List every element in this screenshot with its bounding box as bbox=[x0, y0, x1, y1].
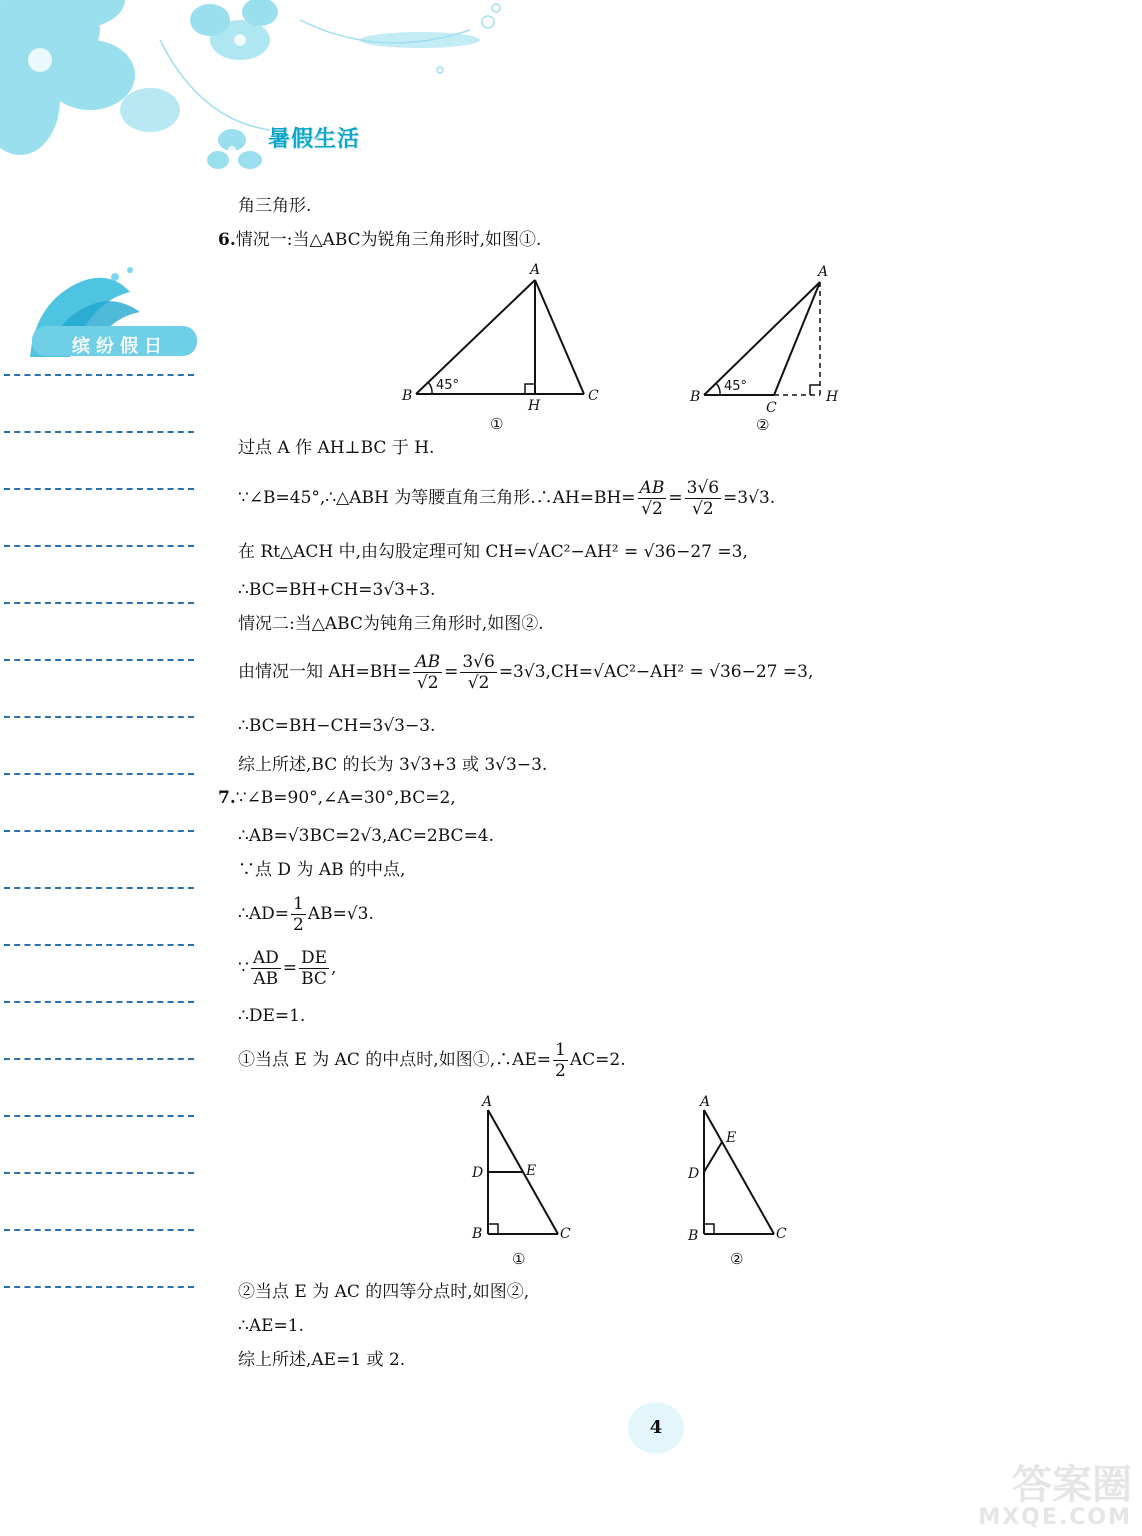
equation-line bbox=[238, 946, 336, 990]
label-B: B bbox=[688, 1228, 699, 1244]
figure-caption: ② bbox=[756, 416, 770, 434]
text-line: 角三角形. bbox=[238, 196, 312, 216]
label-C: C bbox=[588, 388, 599, 404]
note-line bbox=[4, 1001, 194, 1003]
note-line bbox=[4, 887, 194, 889]
text-line: ∴AB=√3BC=2√3,AC=2BC=4. bbox=[238, 826, 495, 846]
fraction: $\frac{3√6}{√2}$ bbox=[686, 478, 720, 519]
note-line bbox=[4, 545, 194, 547]
label-A: A bbox=[530, 262, 541, 278]
equation-line bbox=[238, 650, 813, 694]
text-line: ∴AE=1. bbox=[238, 1316, 304, 1336]
text-line: 情况一:当△ABC为锐角三角形时,如图①. bbox=[235, 230, 542, 250]
note-line bbox=[4, 431, 194, 433]
figure-caption: ① bbox=[490, 415, 504, 432]
note-line bbox=[4, 716, 194, 718]
label-B: B bbox=[472, 1226, 483, 1242]
label-E: E bbox=[726, 1130, 737, 1146]
equation-line bbox=[238, 892, 374, 936]
note-line bbox=[4, 1229, 194, 1231]
text-line: ∵∠B=90°,∠A=30°,BC=2, bbox=[235, 788, 456, 808]
text-segment: =3√3,CH=√AC²−AH² = √36−27 =3, bbox=[498, 662, 814, 682]
note-line bbox=[4, 488, 194, 490]
figure-caption: ① bbox=[512, 1250, 526, 1268]
label-B: B bbox=[690, 389, 701, 405]
equation-line bbox=[238, 1038, 626, 1082]
note-line bbox=[4, 1115, 194, 1117]
text-segment: ∵ bbox=[238, 958, 249, 978]
note-line bbox=[4, 1286, 194, 1288]
figure-7-2 bbox=[684, 1092, 804, 1270]
text-segment: = bbox=[444, 662, 459, 682]
note-line bbox=[4, 659, 194, 661]
fraction: $\frac{3√6}{√2}$ bbox=[462, 652, 495, 693]
text-line: ∴DE=1. bbox=[238, 1006, 306, 1026]
text-segment: =3√3. bbox=[723, 488, 776, 508]
fraction: $\frac{AD}{AB}$ bbox=[252, 948, 279, 989]
label-C: C bbox=[776, 1226, 787, 1242]
angle-label: 45° bbox=[724, 379, 748, 394]
fraction: $\frac{AB}{√2}$ bbox=[639, 478, 665, 519]
text-line: ∵点 D 为 AB 的中点, bbox=[238, 860, 406, 880]
label-C: C bbox=[766, 400, 777, 416]
fraction: $\frac{AB}{√2}$ bbox=[415, 652, 441, 693]
note-line bbox=[4, 830, 194, 832]
note-line bbox=[4, 1058, 194, 1060]
watermark-top: 答案圈 bbox=[1012, 1462, 1132, 1508]
watermark bbox=[978, 1464, 1132, 1530]
problem-number: 6. bbox=[218, 230, 236, 250]
text-segment: , bbox=[331, 958, 337, 978]
figure-6-1 bbox=[398, 262, 608, 432]
label-H: H bbox=[826, 389, 839, 405]
note-line bbox=[4, 602, 194, 604]
angle-label: 45° bbox=[436, 378, 460, 393]
note-line bbox=[4, 374, 194, 376]
label-B: B bbox=[402, 388, 413, 404]
note-line bbox=[4, 773, 194, 775]
label-D: D bbox=[688, 1166, 700, 1182]
label-H: H bbox=[528, 398, 541, 414]
label-A: A bbox=[482, 1094, 493, 1110]
label-C: C bbox=[560, 1226, 571, 1242]
text-line: 综上所述,AE=1 或 2. bbox=[238, 1350, 406, 1370]
equation-line bbox=[238, 476, 775, 520]
problem-6 bbox=[218, 228, 541, 252]
text-segment: = bbox=[282, 958, 297, 978]
figure-7-1 bbox=[466, 1092, 586, 1270]
label-D: D bbox=[472, 1165, 484, 1181]
text-segment: ∵∠B=45°,∴△ABH 为等腰直角三角形.∴AH=BH= bbox=[238, 488, 636, 508]
text-line: ∴BC=BH+CH=3√3+3. bbox=[238, 580, 436, 600]
text-segment: 由情况一知 AH=BH= bbox=[238, 662, 412, 682]
header-title: 暑假生活 bbox=[268, 127, 361, 152]
text-segment: ①当点 E 为 AC 的中点时,如图①,∴AE= bbox=[238, 1050, 552, 1070]
text-segment: AB=√3. bbox=[307, 904, 374, 924]
sidebar-title: 缤纷假日 bbox=[72, 336, 168, 357]
label-A: A bbox=[700, 1094, 711, 1110]
text-line: 综上所述,BC 的长为 3√3+3 或 3√3−3. bbox=[238, 755, 548, 775]
figure-6-2 bbox=[688, 262, 848, 434]
note-line bbox=[4, 944, 194, 946]
text-segment: ∴AD= bbox=[238, 904, 289, 924]
label-A: A bbox=[818, 264, 829, 280]
text-segment: = bbox=[668, 488, 683, 508]
figure-caption: ② bbox=[730, 1250, 744, 1268]
fraction: $\frac{DE}{BC}$ bbox=[301, 948, 328, 989]
text-line: 在 Rt△ACH 中,由勾股定理可知 CH=√AC²−AH² = √36−27 =3, bbox=[238, 542, 748, 562]
text-segment: AC=2. bbox=[569, 1050, 626, 1070]
problem-7 bbox=[218, 786, 456, 810]
fraction: $\frac{1}{2}$ bbox=[292, 894, 304, 935]
label-E: E bbox=[526, 1163, 537, 1179]
problem-number: 7. bbox=[218, 788, 236, 808]
watermark-bottom: MXQE.COM bbox=[978, 1505, 1132, 1530]
text-line: ②当点 E 为 AC 的四等分点时,如图②, bbox=[238, 1282, 530, 1302]
fraction: $\frac{1}{2}$ bbox=[555, 1040, 566, 1081]
text-line: ∴BC=BH−CH=3√3−3. bbox=[238, 716, 436, 736]
note-line bbox=[4, 1172, 194, 1174]
text-line: 情况二:当△ABC为钝角三角形时,如图②. bbox=[238, 614, 544, 634]
page-number: 4 bbox=[649, 1417, 663, 1438]
text-line: 过点 A 作 AH⊥BC 于 H. bbox=[238, 438, 435, 458]
